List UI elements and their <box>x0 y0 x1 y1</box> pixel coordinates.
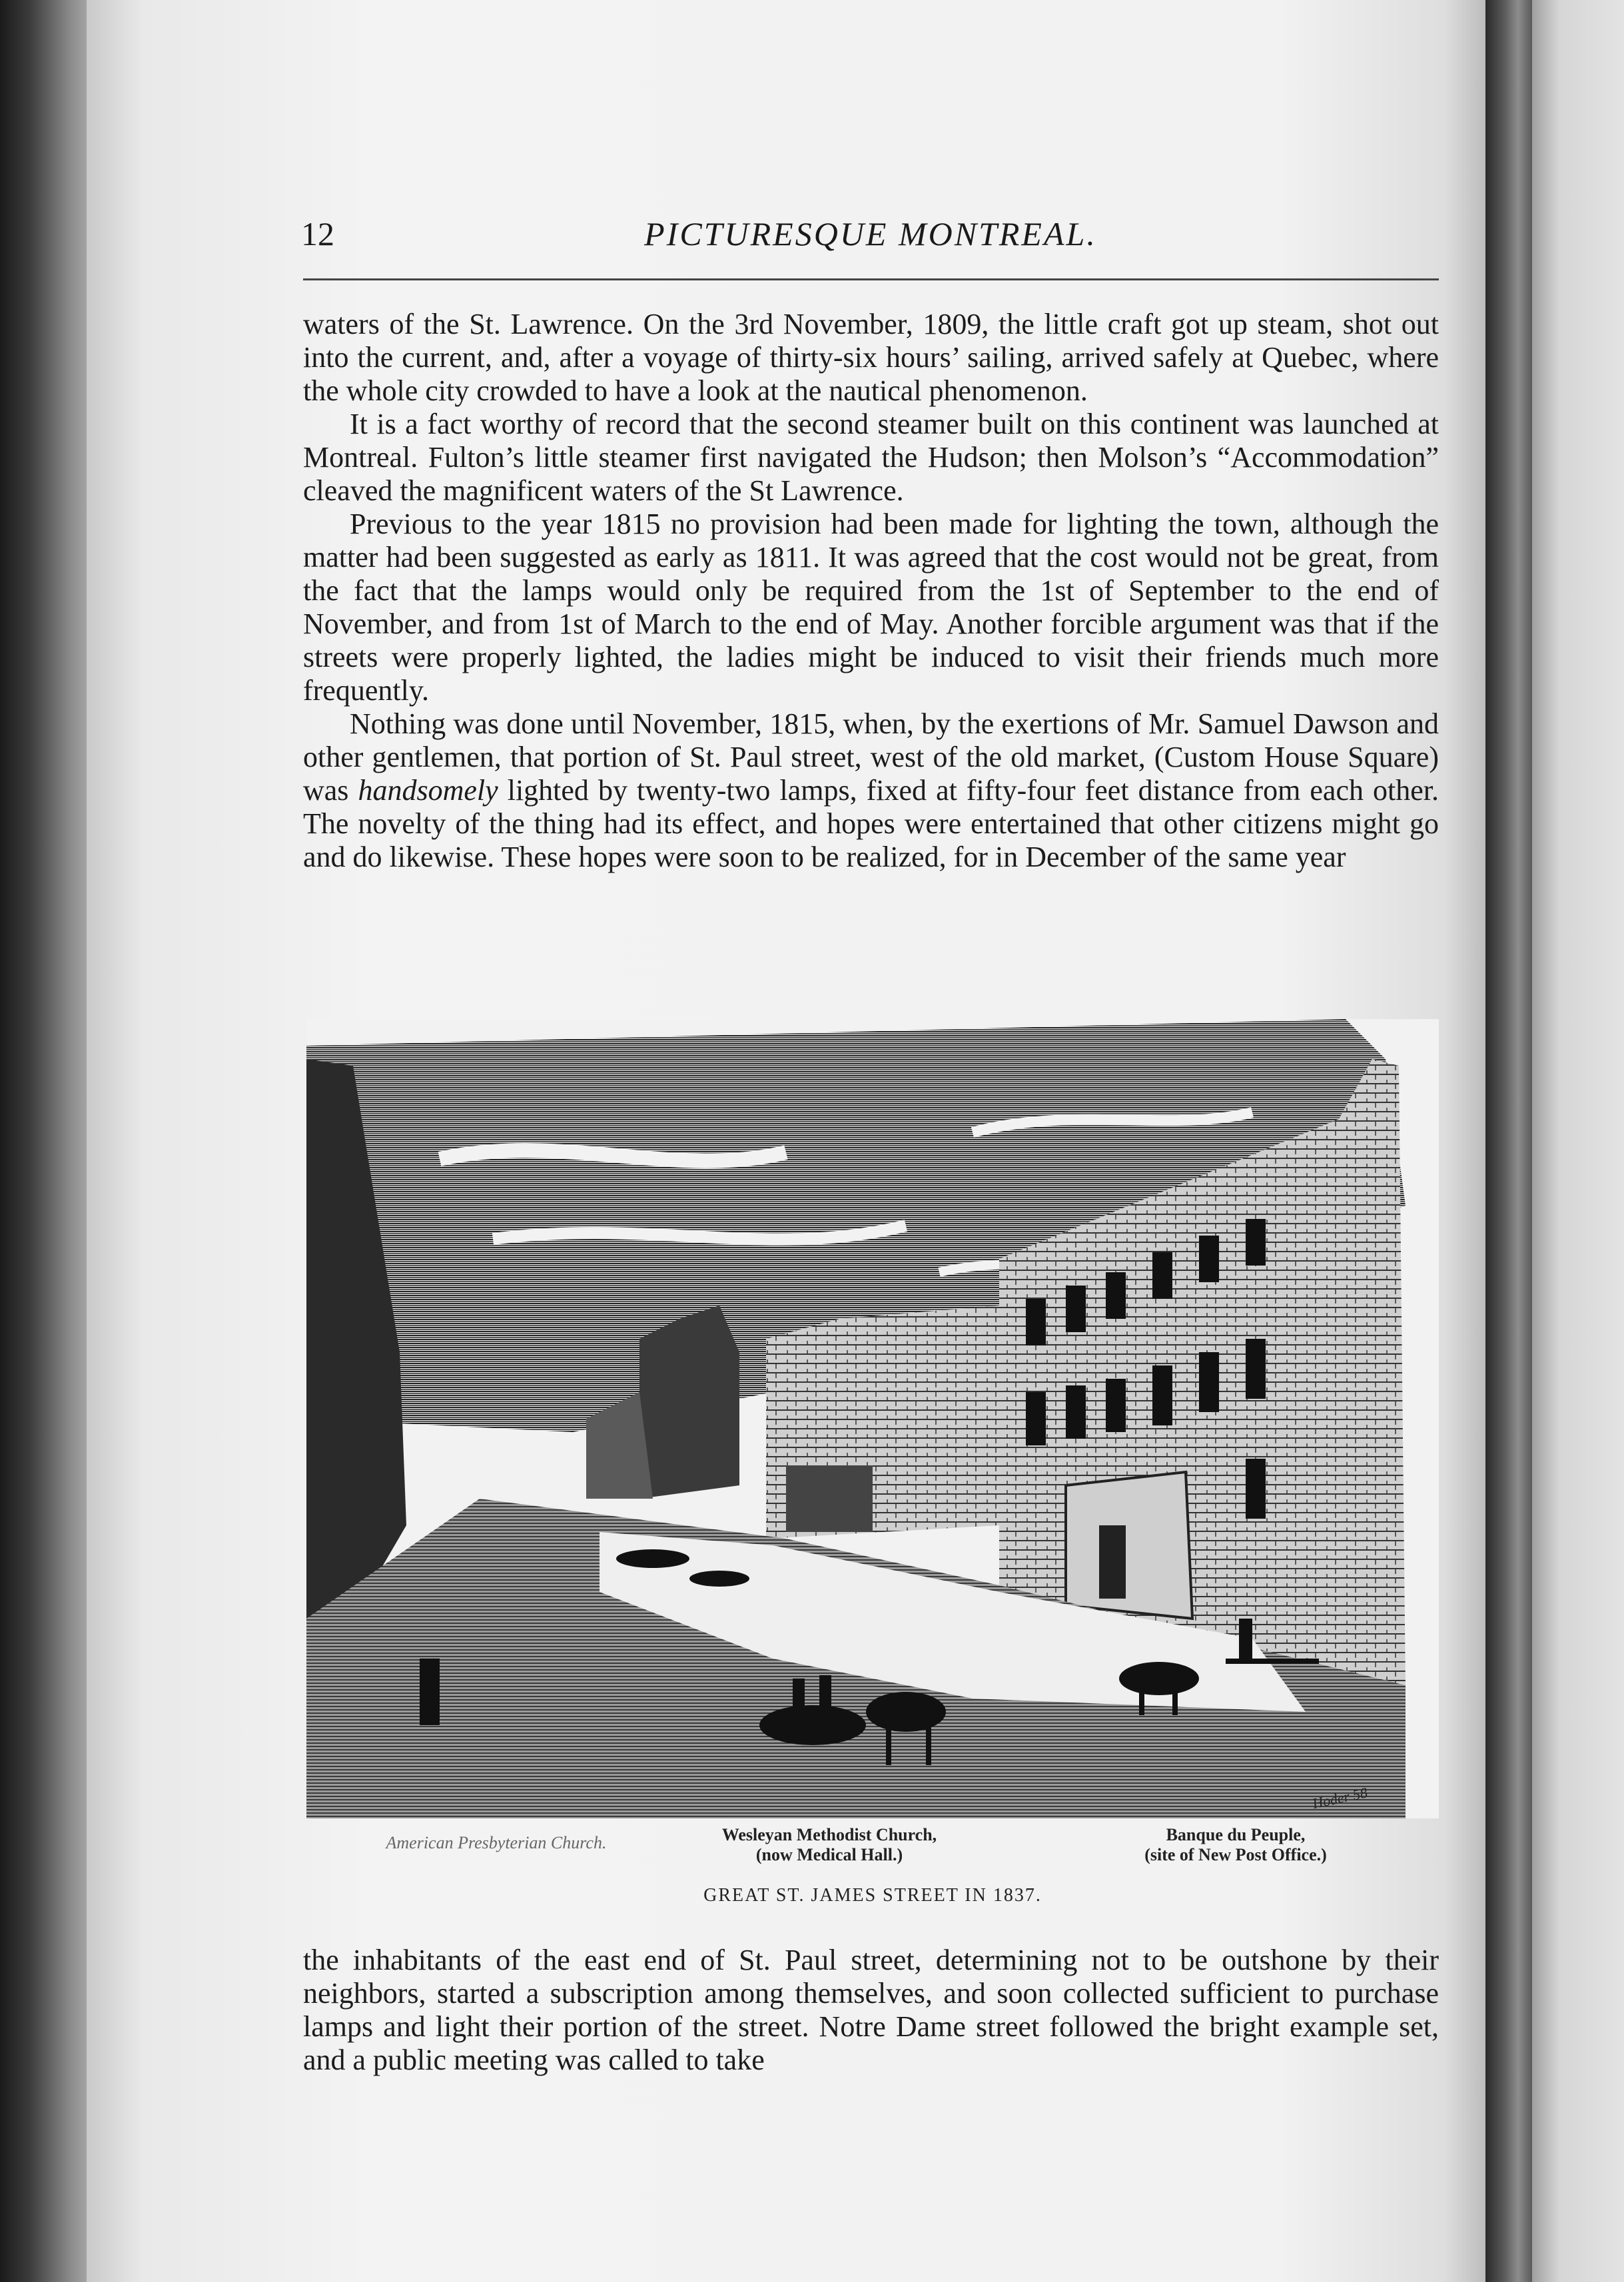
paragraph: It is a fact worthy of record that the second steamer built on this continent was launched at Montreal. Fulton’s little steamer first navigated the Hudson; then Molson’s “Accommodation” cleaved the magnificent waters of the St Lawrence. <box>303 408 1439 507</box>
caption-middle <box>676 1825 983 1865</box>
caption-left: American Presbyterian Church. <box>386 1833 607 1852</box>
text-run: lighted by twenty-two lamps, fixed at fifty-four feet distance from each other. The novelty of the thing had its effect, and hopes were entertained that other citizens might go and do likewise. These hopes were soon to be realized, for in December of the same year <box>303 774 1439 873</box>
portico <box>1066 1472 1192 1619</box>
book-gutter <box>1485 0 1532 2282</box>
caption-right-line2: (site of New Post Office.) <box>1144 1845 1327 1864</box>
caption-right-line1: Banque du Peuple, <box>1166 1825 1306 1844</box>
paragraph <box>303 707 1439 874</box>
page-number: 12 <box>301 215 334 252</box>
church-far <box>639 1306 739 1499</box>
paragraph: Previous to the year 1815 no provision had been made for lighting the town, although the matter had been suggested as early as 1811. It was agreed that the cost would not be great, from the fact that the lamps would only be required from the 1st of September to the end of November, and from 1st of March to the end of May. Another forcible argument was that if the streets were properly lighted, the ladies might be induced to visit their friends much more frequently. <box>303 508 1439 707</box>
caption-middle-line2: (now Medical Hall.) <box>755 1845 903 1864</box>
book-edge-left <box>0 0 100 2282</box>
next-page-edge <box>1532 0 1624 2282</box>
caption-right <box>1062 1825 1409 1865</box>
engraving-street-scene <box>306 1019 1439 1818</box>
body-text-bottom <box>303 1944 1439 2077</box>
emphasized-word: handsomely <box>358 774 498 807</box>
text-run: Nothing was done until November, 1815, when, by the exertions of Mr. Samuel Dawson and other gentlemen, that portion of St. Paul street, west of the old market, (Custom House Square) was <box>303 707 1439 807</box>
figure-title: GREAT ST. JAMES STREET IN 1837. <box>703 1885 1042 1906</box>
header-rule <box>303 278 1439 280</box>
body-text-top <box>303 308 1439 874</box>
engraver-signature: Hoder 58 <box>1310 1784 1370 1812</box>
caption-middle-line1: Wesleyan Methodist Church, <box>721 1825 937 1844</box>
paragraph: waters of the St. Lawrence. On the 3rd November, 1809, the little craft got up steam, shot out into the current, and, after a voyage of thirty-six hours’ sailing, arrived safely at Quebec, where the whole city crowded to have a look at the nautical phenomenon. <box>303 308 1439 407</box>
running-title: PICTURESQUE MONTREAL. <box>644 215 1097 252</box>
paragraph: the inhabitants of the east end of St. Paul street, determining not to be outshone by their neighbors, started a subscription among themselves, and soon collected sufficient to purchase lamps and light their portion of the street. Notre Dame street followed the bright example set, and a public meeting was called to take <box>303 1944 1439 2076</box>
page-header <box>301 214 1440 268</box>
